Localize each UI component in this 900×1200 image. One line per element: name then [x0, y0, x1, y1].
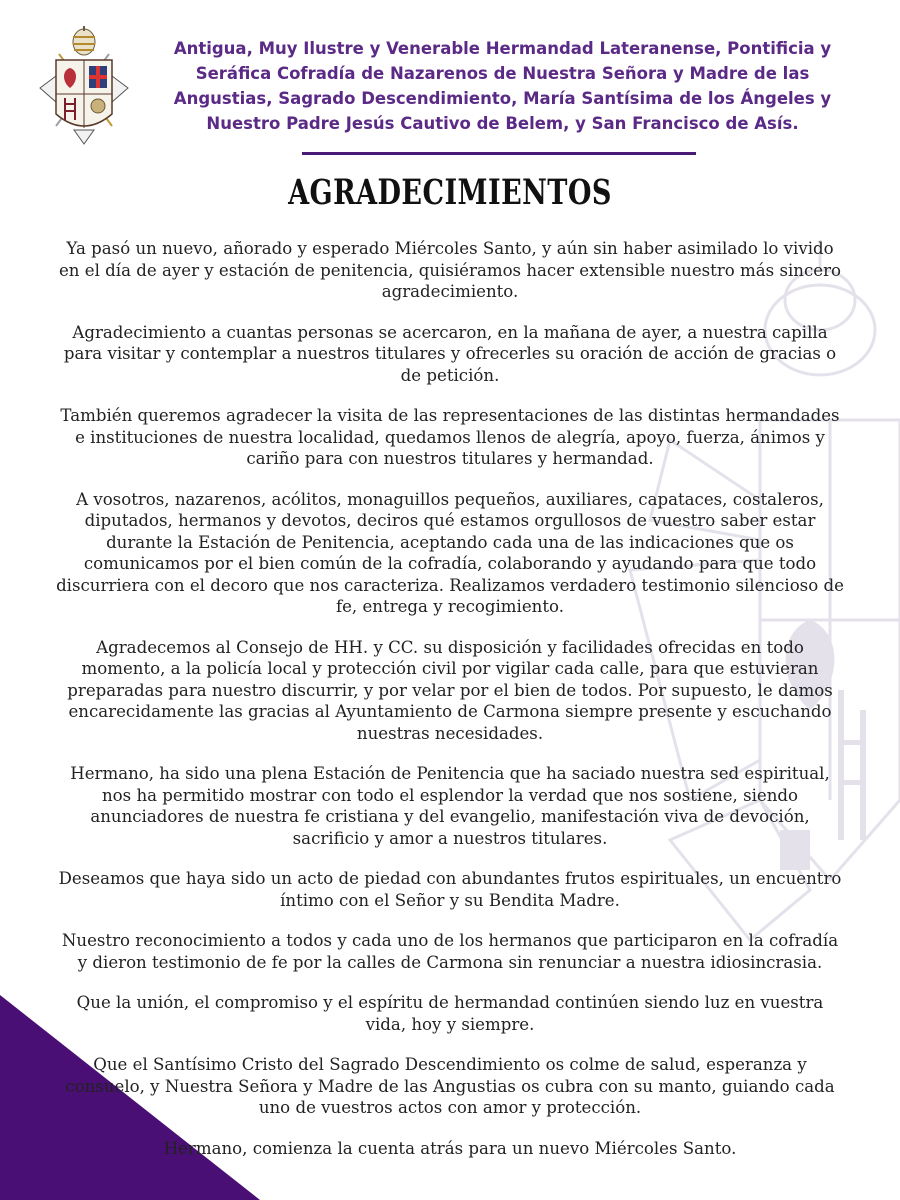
paragraph: Agradecemos al Consejo de HH. y CC. su disposición y facilidades ofrecidas en todo momento, a la policía local y protección civil por vigilar cada calle, para que estuvieran preparadas para nuestro discurrir, y por velar por el bien de todos. Por supuesto, le damos encarecidamente las gracias al Ayuntamiento de Carmona siempre presente y escuchando nuestras necesidades. — [67, 637, 833, 743]
letter-body — [55, 238, 845, 1178]
closing-paragraph: Hermano, comienza la cuenta atrás para un nuevo Miércoles Santo. — [163, 1138, 737, 1158]
paragraph: Que la unión, el compromiso y el espíritu de hermandad continúen siendo luz en vuestra vida, hoy y siempre. — [76, 993, 824, 1034]
header-divider — [302, 152, 696, 155]
paragraph: Hermano, ha sido una plena Estación de Penitencia que ha saciado nuestra sed espiritual, nos ha permitido mostrar con todo el esplendor la verdad que nos sostiene, siendo anunciadores de nuestra fe cristiana y del evangelio, manifestación viva de devoción, sacrificio y amor a nuestros titulares. — [70, 764, 830, 848]
paragraph: Ya pasó un nuevo, añorado y esperado Miércoles Santo, y aún sin haber asimilado lo vivido en el día de ayer y estación de penitencia, quisiéramos hacer extensible nuestro más sincero agradecimiento. — [58, 239, 841, 301]
paragraph: Nuestro reconocimiento a todos y cada uno de los hermanos que participaron en la cofradía y dieron testimonio de fe por la calles de Carmona sin renunciar a nuestra idiosincrasia. — [61, 931, 839, 972]
paragraph: A vosotros, nazarenos, acólitos, monaguillos pequeños, auxiliares, capataces, costaleros, diputados, hermanos y devotos, deciros qué estamos orgullosos de vuestro saber estar durante la Estación de Penitencia, aceptando cada una de las indicaciones que os comunicamos por el bien común de la cofradía, colaborando y ayudando para que todo discurriera con el decoro que nos caracteriza. Realizamos verdadero testimonio silencioso de fe, entrega y recogimiento. — [56, 489, 844, 616]
paragraph: Agradecimiento a cuantas personas se acercaron, en la mañana de ayer, a nuestra capilla para visitar y contemplar a nuestros titulares y ofrecerles su oración de acción de gracias o de petición. — [63, 322, 837, 385]
paragraph: También queremos agradecer la visita de las representaciones de las distintas hermandades e instituciones de nuestra localidad, quedamos llenos de alegría, apoyo, fuerza, ánimos y cariño para con nuestros titulares y hermandad. — [60, 406, 840, 468]
page-title: AGRADECIMIENTOS — [288, 172, 612, 213]
paragraph: Que el Santísimo Cristo del Sagrado Descendimiento os colme de salud, esperanza y consuelo, y Nuestra Señora y Madre de las Angustias os cubra con su manto, guiando cada uno de vuestros actos con amor y protección. — [65, 1055, 835, 1117]
paragraph: Deseamos que haya sido un acto de piedad con abundantes frutos espirituales, un encuentro íntimo con el Señor y su Bendita Madre. — [58, 869, 842, 910]
organization-name: Antigua, Muy Ilustre y Venerable Hermandad Lateranense, Pontificia y Seráfica Cofradía de Nazarenos de Nuestra Señora y Madre de las Angustias, Sagrado Descendimiento, María Santísima de los Ángeles y Nuestro Padre Jesús Cautivo de Belem, y San Francisco de Asís. — [173, 39, 832, 133]
brotherhood-coat-of-arms-icon — [34, 26, 134, 146]
